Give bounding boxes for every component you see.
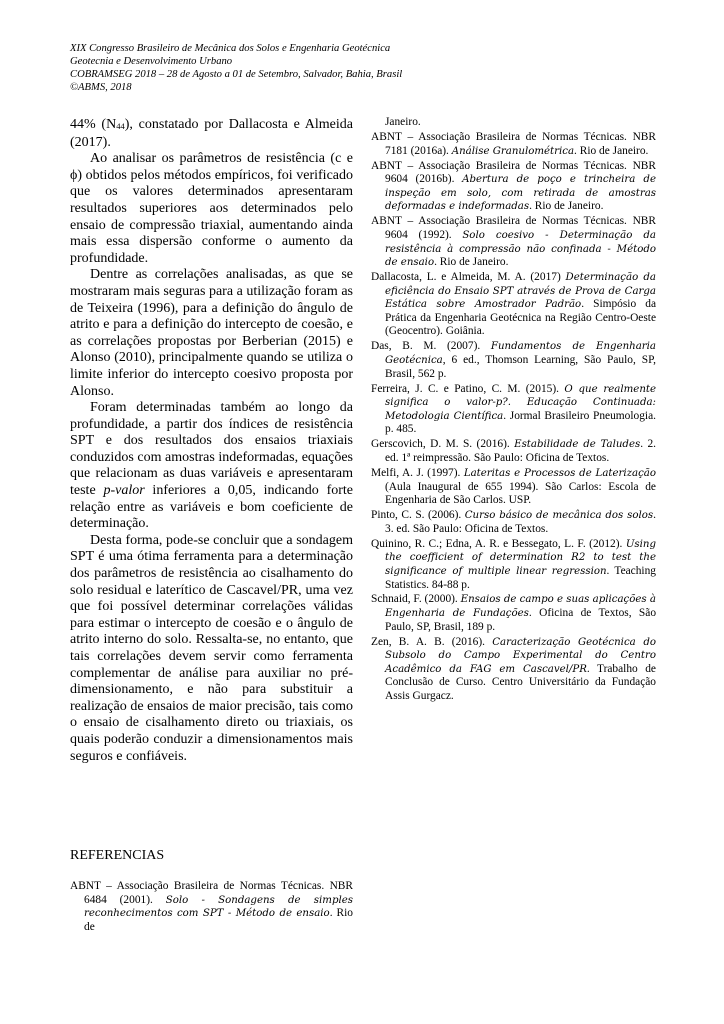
reference-item: Gerscovich, D. M. S. (2016). Estabilidade de Taludes. 2. ed. 1ª reimpressão. São Paulo: Oficina de Textos.: [371, 438, 657, 464]
header-event: COBRAMSEG 2018 – 28 de Agosto a 01 de Setembro, Salvador, Bahia, Brasil: [70, 68, 403, 80]
reference-item: ABNT – Associação Brasileira de Normas Técnicas. NBR 6484 (2001). Solo - Sondagens de simples reconhecimentos com SPT - Método de ensaio. Rio de: [70, 880, 353, 933]
paragraph-2: Ao analisar os parâmetros de resistência (c e ϕ) obtidos pelos métodos empíricos, foi verificado que os valores determinados apresentaram resultados superiores aos determinados pelo ensaio de compressão triaxial, aumentando ainda mais essa dispersão conforme o aumento da profundidade.: [70, 151, 353, 266]
reference-item: Quinino, R. C.; Edna, A. R. e Bessegato, L. F. (2012). Using the coefficient of determination R2 to test the significance of multiple linear regression. Teaching Statistics. 84-88 p.: [371, 537, 656, 591]
reference-item: Melfi, A. J. (1997). Lateritas e Processos de Laterização (Aula Inaugural de 655 1994). São Carlos: Escola de Engenharia de São Carlos. USP.: [371, 466, 656, 507]
references-list-left: [70, 880, 353, 936]
header-copyright: ©ABMS, 2018: [70, 81, 132, 93]
header-theme: Geotecnia e Desenvolvimento Urbano: [70, 55, 233, 67]
references-list-right: [371, 116, 656, 705]
paragraph-1: 44% $(N_{44})$, constatado por Dallacosta e Almeida (2017).: [70, 117, 353, 150]
reference-continuation: Janeiro.: [385, 116, 421, 128]
reference-item: Das, B. M. (2007). Fundamentos de Engenharia Geotécnica, 6 ed., Thomson Learning, São Paulo, SP, Brasil, 562 p.: [371, 340, 657, 380]
paragraph-3: Dentre as correlações analisadas, as que se mostraram mais seguras para a utilização foram as de Teixeira (1996), para a definição do ângulo de atrito e para a definição do intercepto de coesão, e as correlações propostas por Berberian (2015) e Alonso (2010), principalmente quando se utiliza o limite inferior do intercepto coesivo proposta por Alonso.: [70, 267, 353, 399]
reference-item: ABNT – Associação Brasileira de Normas Técnicas. NBR 9604 (1992). Solo coesivo - Determinação da resistência à compressão não confinada - Método de ensaio. Rio de Janeiro.: [371, 215, 656, 269]
reference-item: Dallacosta, L. e Almeida, M. A. (2017) Determinação da eficiência do Ensaio SPT através de Prova de Carga Estática sobre Amostrador Padrão. Simpósio da Prática da Engenharia Geotécnica na Região Centro-Oeste (Geocentro). Goiânia.: [371, 271, 656, 338]
reference-item: Schnaid, F. (2000). Ensaios de campo e suas aplicações à Engenharia de Fundações. Oficina de Textos, São Paulo, SP, Brasil, 189 p.: [371, 593, 657, 633]
paragraph-5: Desta forma, pode-se concluir que a sondagem SPT é uma ótima ferramenta para a determinação dos parâmetros de resistência ao cisalhamento do solo residual e laterítico de Cascavel/PR, uma vez que foi possível determinar correlações válidas para estimar o intercepto de coesão e o ângulo de atrito interno do solo. Ressalta-se, no entanto, que tais correlações devem servir como ferramenta complementar de análise para auxiliar no pré-dimensionamento, e não para substituir a realização de ensaios de maior precisão, tais como o ensaio de cisalhamento direto ou triaxiais, os quais poderão conduzir a dimensionamentos mais seguros e confiáveis.: [70, 532, 353, 764]
paragraph-4: Foram determinadas também ao longo da profundidade, a partir dos índices de resistência SPT e dos resultados dos ensaios triaxiais conduzidos com amostras indeformadas, equações que relacionam as duas variáveis e apresentaram teste p-valor inferiores a 0,05, indicando forte relação entre as variáveis e bom coeficiente de determinação.: [70, 400, 354, 532]
conclusion-column: [70, 117, 353, 765]
reference-item: ABNT – Associação Brasileira de Normas Técnicas. NBR 7181 (2016a). Análise Granulométrica. Rio de Janeiro.: [371, 130, 656, 157]
reference-item: Ferreira, J. C. e Patino, C. M. (2015). O que realmente significa o valor-p?. Educação Continuada: Metodologia Científica. Jormal Brasileiro Pneumologia. p. 485.: [371, 382, 656, 436]
reference-item: Zen, B. A. B. (2016). Caracterização Geotécnica do Subsolo do Campo Experimental do Centro Acadêmico da FAG em Cascavel/PR. Trabalho de Conclusão de Curso. Centro Universitário da Fundação Assis Gurgacz.: [371, 635, 656, 703]
references-heading: REFERENCIAS: [70, 848, 165, 863]
page-header: [70, 43, 670, 95]
reference-item: ABNT – Associação Brasileira de Normas Técnicas. NBR 9604 (2016b). Abertura de poço e trincheira de inspeção em solo, com retirada de amostras deformadas e indeformadas. Rio de Janeiro.: [371, 159, 656, 213]
reference-item: Pinto, C. S. (2006). Curso básico de mecânica dos solos. 3. ed. São Paulo: Oficina de Textos.: [371, 509, 657, 535]
header-conference: XIX Congresso Brasileiro de Mecânica dos Solos e Engenharia Geotécnica: [70, 43, 391, 54]
